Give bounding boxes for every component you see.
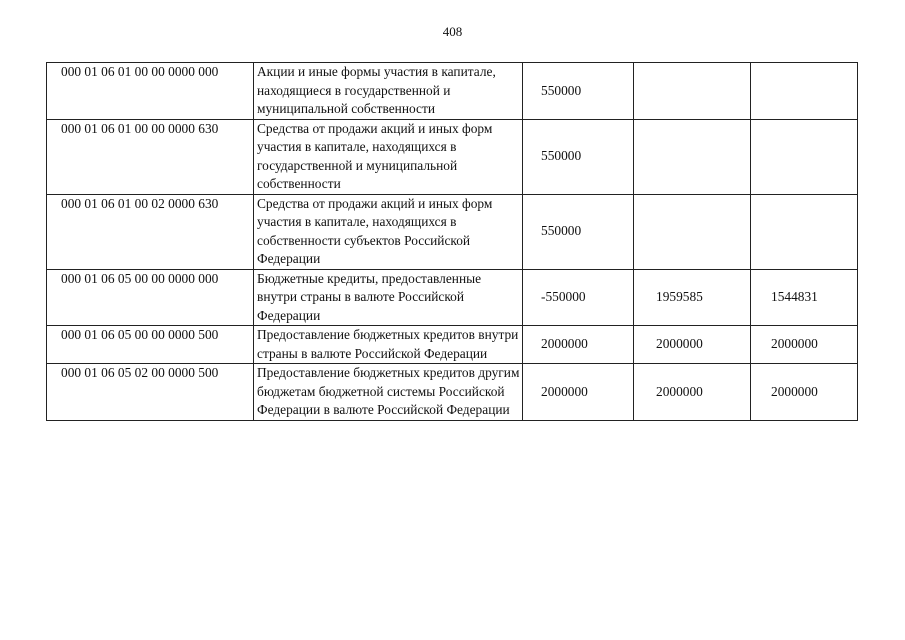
amount-cell-2: 1959585 [634, 269, 751, 326]
amount-cell-3: 2000000 [751, 364, 858, 421]
page-number: 408 [442, 24, 463, 39]
amount-cell-1: -550000 [523, 269, 634, 326]
table-row [47, 194, 858, 269]
amount-cell-3: 1544831 [751, 269, 858, 326]
budget-table [46, 62, 858, 421]
table-row [47, 269, 858, 326]
budget-code-cell: 000 01 06 01 00 02 0000 630 [47, 194, 254, 269]
description-cell: Средства от продажи акций и иных форм участия в капитале, находящихся в собственности субъектов Российской Федерации [254, 194, 523, 269]
amount-cell-1: 550000 [523, 194, 634, 269]
description-cell: Предоставление бюджетных кредитов внутри страны в валюте Российской Федерации [254, 326, 523, 364]
budget-code-cell: 000 01 06 05 02 00 0000 500 [47, 364, 254, 421]
budget-code-cell: 000 01 06 05 00 00 0000 500 [47, 326, 254, 364]
budget-code-cell: 000 01 06 01 00 00 0000 000 [47, 63, 254, 120]
amount-cell-1: 550000 [523, 119, 634, 194]
table-row [47, 119, 858, 194]
amount-cell-2 [634, 194, 751, 269]
budget-code-cell: 000 01 06 05 00 00 0000 000 [47, 269, 254, 326]
amount-cell-2 [634, 119, 751, 194]
amount-cell-1: 2000000 [523, 326, 634, 364]
amount-cell-3 [751, 119, 858, 194]
table-row [47, 364, 858, 421]
description-cell: Акции и иные формы участия в капитале, находящиеся в государственной и муниципальной собственности [254, 63, 523, 120]
amount-cell-3 [751, 63, 858, 120]
amount-cell-1: 550000 [523, 63, 634, 120]
amount-cell-2 [634, 63, 751, 120]
amount-cell-3 [751, 194, 858, 269]
amount-cell-3: 2000000 [751, 326, 858, 364]
amount-cell-2: 2000000 [634, 326, 751, 364]
table-row [47, 63, 858, 120]
amount-cell-2: 2000000 [634, 364, 751, 421]
budget-code-cell: 000 01 06 01 00 00 0000 630 [47, 119, 254, 194]
amount-cell-1: 2000000 [523, 364, 634, 421]
table-row [47, 326, 858, 364]
description-cell: Предоставление бюджетных кредитов другим бюджетам бюджетной системы Российской Федерации в валюте Российской Федерации [254, 364, 523, 421]
description-cell: Средства от продажи акций и иных форм участия в капитале, находящихся в государственной и муниципальной собственности [254, 119, 523, 194]
description-cell: Бюджетные кредиты, предоставленные внутри страны в валюте Российской Федерации [254, 269, 523, 326]
